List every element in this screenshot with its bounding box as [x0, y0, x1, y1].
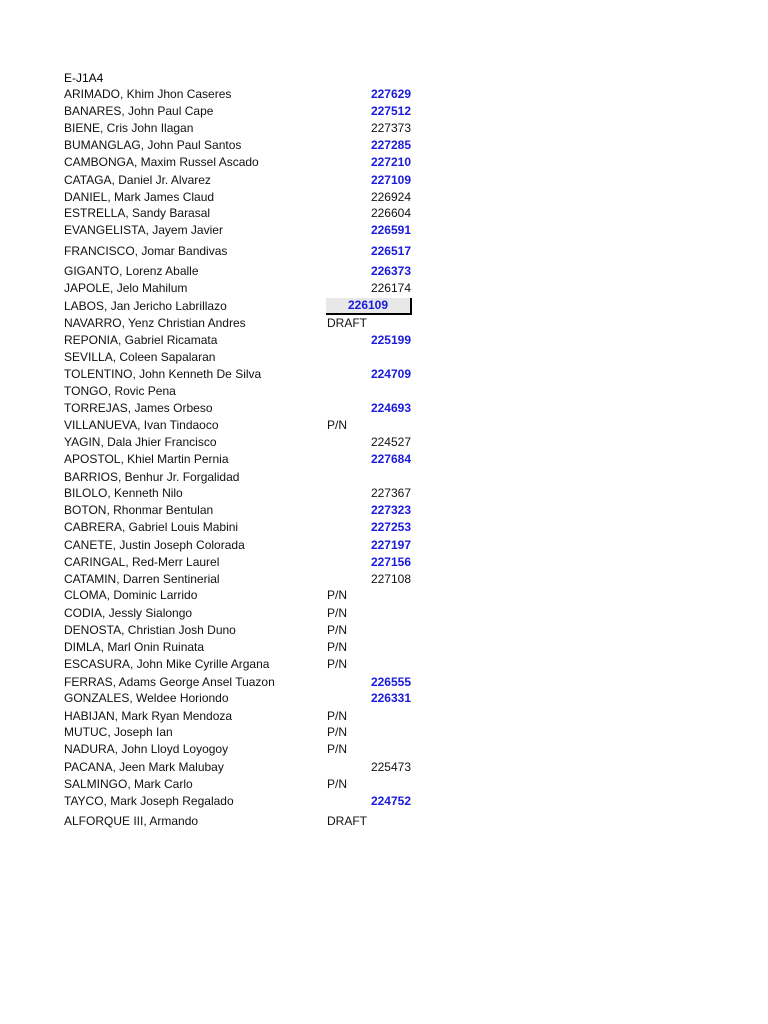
status-cell[interactable]: P/N: [327, 418, 348, 432]
status-cell[interactable]: P/N: [327, 588, 348, 602]
student-name-cell[interactable]: PACANA, Jeen Mark Malubay: [64, 760, 224, 774]
table-row: [0, 103, 768, 120]
status-cell[interactable]: P/N: [327, 725, 348, 739]
table-row: [0, 502, 768, 519]
table-row: [0, 776, 768, 793]
table-row: [0, 451, 768, 468]
table-row: [0, 349, 768, 366]
student-name-cell[interactable]: TORREJAS, James Orbeso: [64, 401, 213, 415]
id-number-cell[interactable]: 227109: [370, 173, 411, 187]
id-number-cell[interactable]: 226517: [370, 244, 411, 258]
student-name-cell[interactable]: BILOLO, Kenneth Nilo: [64, 486, 183, 500]
student-name-cell[interactable]: HABIJAN, Mark Ryan Mendoza: [64, 709, 233, 723]
student-name-cell[interactable]: ARIMADO, Khim Jhon Caseres: [64, 87, 232, 101]
student-name-cell[interactable]: CAMBONGA, Maxim Russel Ascado: [64, 155, 259, 169]
id-number-cell[interactable]: 226174: [370, 281, 411, 295]
status-cell[interactable]: P/N: [327, 657, 348, 671]
id-number-cell[interactable]: 227108: [370, 572, 411, 586]
table-row: [0, 298, 768, 315]
table-row: [0, 189, 768, 206]
id-number-cell[interactable]: 226373: [370, 264, 411, 278]
table-row: [0, 222, 768, 239]
student-name-cell[interactable]: REPONIA, Gabriel Ricamata: [64, 333, 218, 347]
table-row: [0, 622, 768, 639]
table-row: [0, 417, 768, 434]
table-row: [0, 400, 768, 417]
student-name-cell[interactable]: TAYCO, Mark Joseph Regalado: [64, 794, 234, 808]
table-row: [0, 639, 768, 656]
table-row: [0, 315, 768, 332]
id-number-cell[interactable]: 224693: [370, 401, 411, 415]
id-number-cell[interactable]: 224752: [370, 794, 411, 808]
student-name-cell[interactable]: GIGANTO, Lorenz Aballe: [64, 264, 199, 278]
id-number-cell[interactable]: 227512: [370, 104, 411, 118]
student-name-cell[interactable]: ALFORQUE III, Armando: [64, 814, 199, 828]
table-row: [0, 656, 768, 673]
id-number-cell[interactable]: 226924: [370, 190, 411, 204]
table-row: [0, 519, 768, 536]
id-number-cell[interactable]: 227253: [370, 520, 411, 534]
id-number-cell[interactable]: 227323: [370, 503, 411, 517]
id-number-cell[interactable]: 226591: [370, 223, 411, 237]
student-name-cell[interactable]: CATAMIN, Darren Sentinerial: [64, 572, 220, 586]
table-row: [0, 154, 768, 171]
table-row: [0, 86, 768, 103]
student-name-cell[interactable]: ESCASURA, John Mike Cyrille Argana: [64, 657, 270, 671]
table-row: [0, 759, 768, 776]
sheet-title: E-J1A4: [64, 71, 104, 85]
student-name-cell[interactable]: JAPOLE, Jelo Mahilum: [64, 281, 188, 295]
student-name-cell[interactable]: TOLENTINO, John Kenneth De Silva: [64, 367, 262, 381]
table-row: [0, 383, 768, 400]
student-name-cell[interactable]: BARRIOS, Benhur Jr. Forgalidad: [64, 470, 240, 484]
table-row: [0, 332, 768, 349]
student-name-cell[interactable]: CODIA, Jessly Sialongo: [64, 606, 193, 620]
student-name-cell[interactable]: DENOSTA, Christian Josh Duno: [64, 623, 236, 637]
student-name-cell[interactable]: GONZALES, Weldee Horiondo: [64, 691, 229, 705]
student-name-cell[interactable]: VILLANUEVA, Ivan Tindaoco: [64, 418, 219, 432]
table-row: [0, 741, 768, 758]
table-row: [0, 263, 768, 280]
table-row: [0, 690, 768, 707]
status-cell[interactable]: DRAFT: [327, 316, 367, 330]
student-name-cell[interactable]: SEVILLA, Coleen Sapalaran: [64, 350, 216, 364]
id-number-cell[interactable]: 227373: [370, 121, 411, 135]
table-row: [0, 605, 768, 622]
table-row: [0, 587, 768, 604]
student-name-cell[interactable]: DANIEL, Mark James Claud: [64, 190, 215, 204]
id-number-cell[interactable]: 226555: [370, 675, 411, 689]
table-row: [0, 205, 768, 222]
student-name-cell[interactable]: BUMANGLAG, John Paul Santos: [64, 138, 242, 152]
student-name-cell[interactable]: APOSTOL, Khiel Martin Pernia: [64, 452, 229, 466]
id-number-cell[interactable]: 227684: [370, 452, 411, 466]
table-row: [0, 724, 768, 741]
student-name-cell[interactable]: YAGIN, Dala Jhier Francisco: [64, 435, 217, 449]
id-number-cell[interactable]: 225473: [370, 760, 411, 774]
student-name-cell[interactable]: EVANGELISTA, Jayem Javier: [64, 223, 223, 237]
id-number-cell[interactable]: 227629: [370, 87, 411, 101]
student-name-cell[interactable]: BANARES, John Paul Cape: [64, 104, 214, 118]
student-name-cell[interactable]: CARINGAL, Red-Merr Laurel: [64, 555, 220, 569]
selected-id-cell[interactable]: 226109: [326, 298, 412, 315]
table-row: [0, 280, 768, 297]
status-cell[interactable]: P/N: [327, 640, 348, 654]
student-name-cell[interactable]: SALMINGO, Mark Carlo: [64, 777, 193, 791]
id-number-cell[interactable]: 227367: [370, 486, 411, 500]
id-number-cell[interactable]: 226331: [370, 691, 411, 705]
id-number-cell[interactable]: 224527: [370, 435, 411, 449]
status-cell[interactable]: P/N: [327, 623, 348, 637]
student-name-cell[interactable]: LABOS, Jan Jericho Labrillazo: [64, 299, 227, 313]
student-name-cell[interactable]: MUTUC, Joseph Ian: [64, 725, 173, 739]
student-name-cell[interactable]: DIMLA, Marl Onin Ruinata: [64, 640, 205, 654]
status-cell[interactable]: DRAFT: [327, 814, 367, 828]
table-row: [0, 434, 768, 451]
student-name-cell[interactable]: NADURA, John Lloyd Loyogoy: [64, 742, 229, 756]
table-row: [0, 674, 768, 691]
student-name-cell[interactable]: ESTRELLA, Sandy Barasal: [64, 206, 211, 220]
student-name-cell[interactable]: TONGO, Rovic Pena: [64, 384, 176, 398]
id-number-cell[interactable]: 227285: [370, 138, 411, 152]
student-name-cell[interactable]: CANETE, Justin Joseph Colorada: [64, 538, 245, 552]
student-name-cell[interactable]: CLOMA, Dominic Larrido: [64, 588, 198, 602]
table-row: [0, 485, 768, 502]
id-number-cell[interactable]: 225199: [370, 333, 411, 347]
id-number-cell[interactable]: 227210: [370, 155, 411, 169]
id-number-cell[interactable]: 226604: [370, 206, 411, 220]
table-row: [0, 243, 768, 260]
student-name-cell[interactable]: CABRERA, Gabriel Louis Mabini: [64, 520, 239, 534]
student-name-cell[interactable]: BOTON, Rhonmar Bentulan: [64, 503, 214, 517]
table-row: [0, 708, 768, 725]
table-row: [0, 172, 768, 189]
table-row: [0, 120, 768, 137]
student-name-cell[interactable]: FRANCISCO, Jomar Bandivas: [64, 244, 228, 258]
student-name-cell[interactable]: BIENE, Cris John Ilagan: [64, 121, 194, 135]
table-row: [0, 571, 768, 588]
table-row: [0, 469, 768, 486]
id-number-cell[interactable]: 227197: [370, 538, 411, 552]
student-name-cell[interactable]: CATAGA, Daniel Jr. Alvarez: [64, 173, 211, 187]
id-number-cell[interactable]: 227156: [370, 555, 411, 569]
table-row: [0, 137, 768, 154]
status-cell[interactable]: P/N: [327, 709, 348, 723]
status-cell[interactable]: P/N: [327, 742, 348, 756]
table-row: [0, 793, 768, 810]
id-number-cell[interactable]: 224709: [370, 367, 411, 381]
status-cell[interactable]: P/N: [327, 777, 348, 791]
table-row: [0, 813, 768, 830]
student-name-cell[interactable]: FERRAS, Adams George Ansel Tuazon: [64, 675, 275, 689]
table-row: [0, 554, 768, 571]
student-name-cell[interactable]: NAVARRO, Yenz Christian Andres: [64, 316, 246, 330]
table-row: [0, 537, 768, 554]
table-row: [0, 366, 768, 383]
status-cell[interactable]: P/N: [327, 606, 348, 620]
